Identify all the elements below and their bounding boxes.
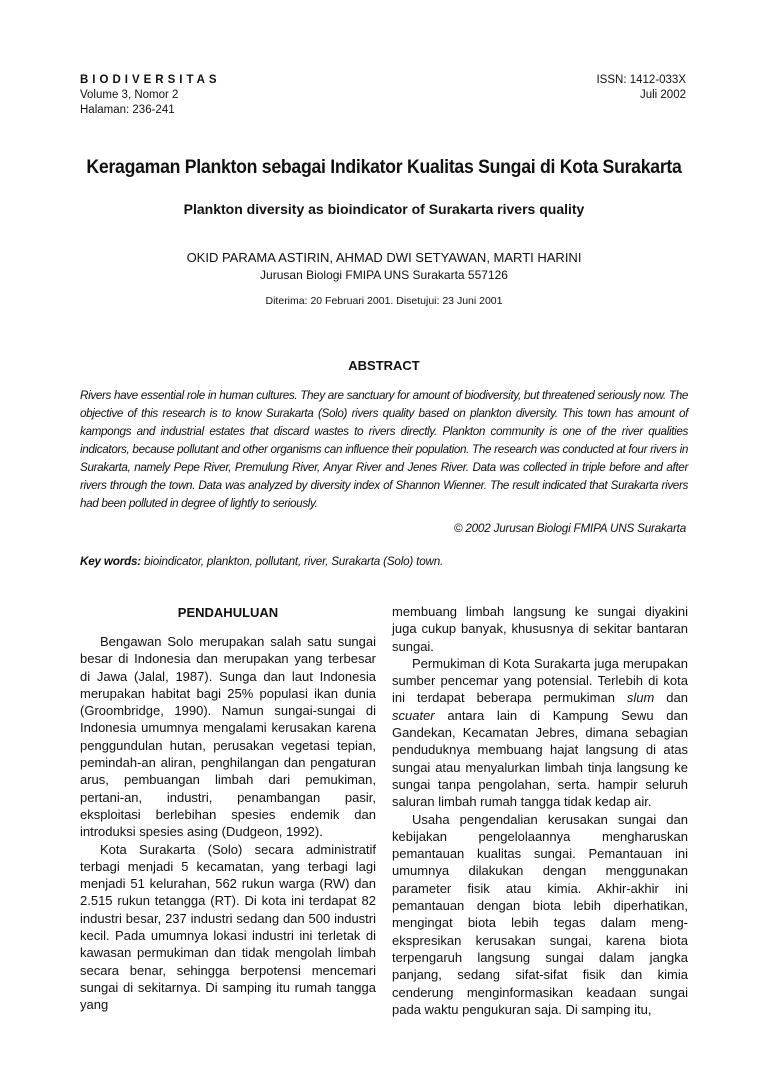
keywords-text: bioindicator, plankton, pollutant, river, Surakarta (Solo) town. [141, 555, 444, 568]
copyright-notice: © 2002 Jurusan Biologi FMIPA UNS Surakarta [453, 522, 686, 535]
journal-date: Juli 2002 [639, 89, 686, 101]
paragraph-text: Permukiman di Kota Surakarta juga merupakan sumber pencemar yang potensial. Terlebih di kota ini terdapat beberapa permukiman [392, 655, 688, 706]
body-right-column [392, 603, 688, 1018]
article-title: Keragaman Plankton sebagai Indikator Kualitas Sungai di Kota Surakarta [86, 157, 682, 178]
paragraph: membuang limbah langsung ke sungai diyakini juga cukup banyak, khususnya di sekitar bantaran sungai. [392, 604, 688, 654]
journal-header-right [596, 73, 686, 103]
article-authors: OKID PARAMA ASTIRIN, AHMAD DWI SETYAWAN, MARTI HARINI [186, 250, 582, 265]
italic-term: scuater [392, 707, 435, 723]
journal-name: BIODIVERSITAS [80, 74, 221, 86]
abstract-heading: ABSTRACT [348, 358, 420, 373]
section-heading: PENDAHULUAN [177, 605, 279, 620]
article-dates: Diterima: 20 Februari 2001. Disetujui: 23 Juni 2001 [265, 295, 503, 307]
body-left-column [80, 605, 376, 1014]
keywords-label: Key words: [80, 555, 141, 568]
journal-volume: Volume 3, Nomor 2 [80, 89, 179, 101]
author-affiliation: Jurusan Biologi FMIPA UNS Surakarta 557126 [260, 268, 508, 282]
paragraph: Bengawan Solo merupakan salah satu sungai besar di Indonesia dan merupakan yang terbesar di Jawa (Jalal, 1987). Sunga dan laut Indonesia merupakan habitat bagi 25% populasi ikan dunia (Groombridge, 1990). Namun sungai-sungai di Indonesia umumnya mengalami kerusakan karena penggundulan hutan, perusakan vegetasi tepian, pemindah-an aliran, penghilangan dan pengaturan arus, pembuangan limbah dari pemukiman, pertani-an, industri, penambangan pasir, eksploitasi berlebihan spesies endemik dan introduksi spesies asing (Dudgeon, 1992). [80, 634, 376, 840]
paragraph [392, 655, 688, 811]
keywords-line [80, 555, 443, 568]
article-subtitle: Plankton diversity as bioindicator of Surakarta rivers quality [183, 201, 585, 217]
journal-header-left [80, 73, 221, 118]
paragraph: Kota Surakarta (Solo) secara administratif terbagi menjadi 5 kecamatan, yang terbagi lagi menjadi 51 kelurahan, 562 rukun warga (RW) dan 2.515 rukun tetangga (RT). Di kota ini terdapat 82 industri besar, 237 industri sedang dan 500 industri kecil. Pada umumnya lokasi industri ini terletak di kawasan permukiman dan tidak mengolah limbah secara benar, sehingga berpotensi mencemari sungai di sekitarnya. Di samping itu rumah tangga yang [80, 841, 376, 1013]
journal-pages: Halaman: 236-241 [80, 104, 175, 116]
abstract-text: Rivers have essential role in human cultures. They are sanctuary for amount of biodiversity, but threatened seriously now. The objective of this research is to know Surakarta (Solo) rivers quality based on plankton diversity. This town has amount of kampongs and industrial estates that discard wastes to rivers directly. Plankton community is one of the river qualities indicators, because pollutant and other organisms can influence their population. The research was conducted at four rivers in Surakarta, namely Pepe River, Premulung River, Anyar River and Jenes River. Data was collected in triple before and after rivers through the town. Data was analyzed by diversity index of Shannon Wienner. The result indicated that Surakarta rivers had been polluted in degree of lightly to seriously. [80, 389, 688, 510]
paragraph-text: dan [654, 690, 688, 706]
journal-issn: ISSN: 1412-033X [596, 74, 686, 86]
paragraph-text: antara lain di Kampung Sewu dan Gandekan, Kecamatan Jebres, dimana sebagian penduduknya membuang hajat langsung di atas sungai atau menyalurkan limbah tinja langsung ke sungai tanpa pengolahan, serta. hampir seluruh saluran limbah rumah tangga tidak kedap air. [392, 707, 688, 810]
italic-term: slum [626, 690, 655, 706]
paragraph: Usaha pengendalian kerusakan sungai dan kebijakan pengelolaannya mengharuskan pemantauan kualitas sungai. Pemantauan ini umumnya dilakukan dengan menggunakan parameter fisik atau kimia. Akhir-akhir ini pemantauan dengan biota lebih diperhatikan, mengingat biota lebih tegas dalam meng-ekspresikan kerusakan sungai, karena biota terpengaruh langsung sungai dalam jangka panjang, sedang sifat-sifat fisik dan kimia cenderung menginformasikan keadaan sungai pada waktu pengukuran saja. Di samping itu, [392, 811, 688, 1017]
